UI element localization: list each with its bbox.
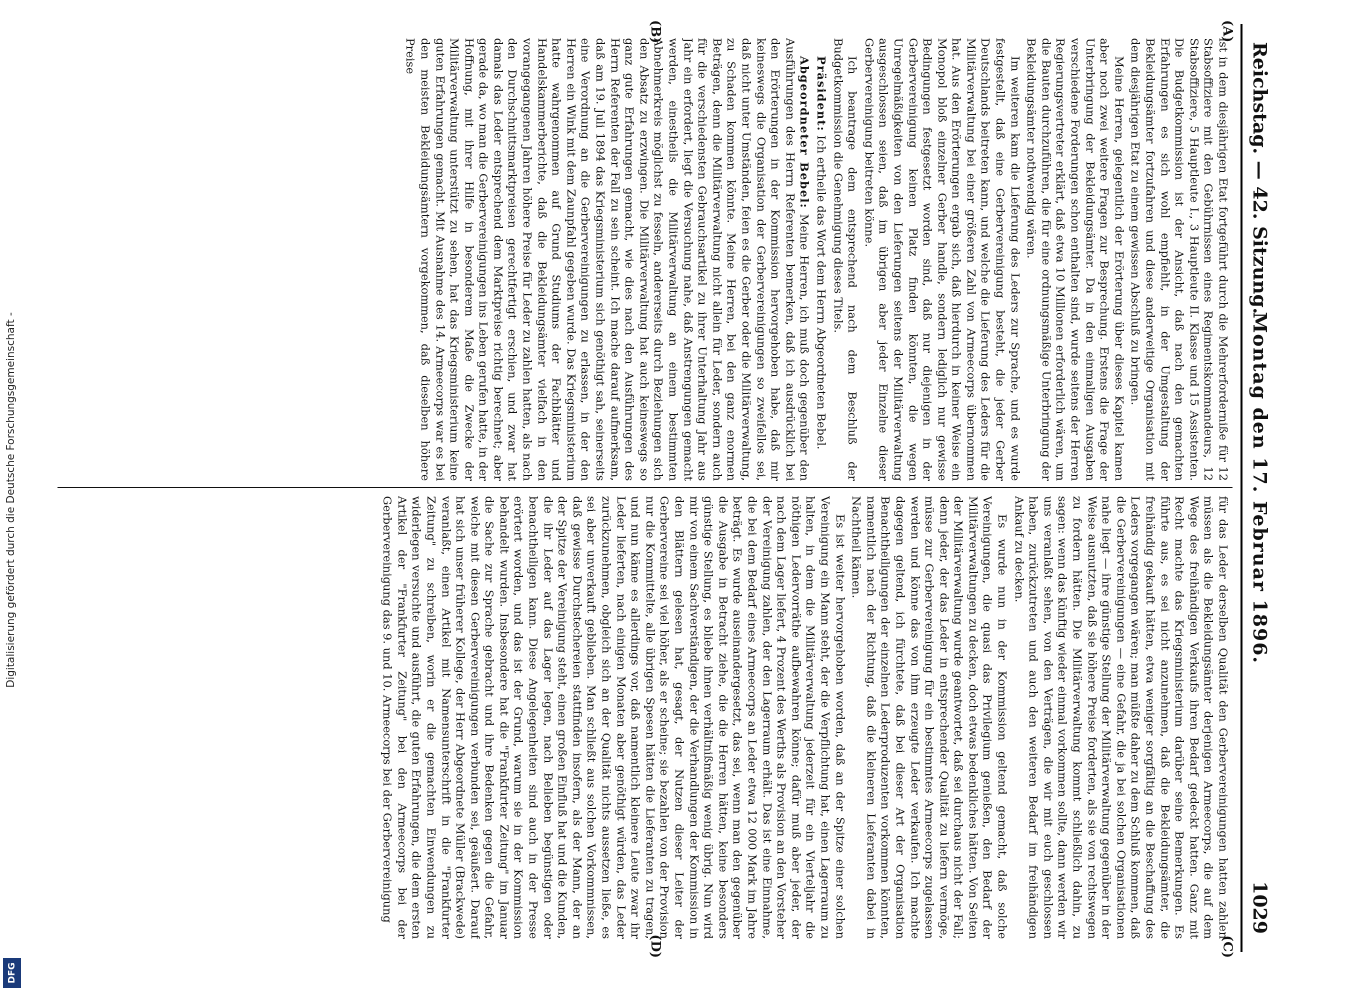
digitization-credit: Digitalisierung gefördert durch die Deutsche Forschungsgemeinschaft -: [5, 312, 17, 688]
right-column: [59, 496, 1230, 939]
left-column: [59, 38, 1230, 481]
page-content: [49, 20, 1282, 958]
digitization-credit-strip: [0, 0, 22, 1000]
speech-president: [813, 38, 828, 481]
paragraph: Es wurde nun in der Kommission geltend gemacht, daß solche Vereinigungen, die quasi das Privilegium genießen, den Bedarf der Militärverwaltungen zu decken, doch etwas bedenkliches hätten. Von Seiten der Militärverwaltung wurde geantwortet, daß sei durchaus nicht der Fall; denn jeder, der das Leder in entsprechender Qualität zu liefern vermöge, müsse zur Gerbervereinigung für ein bestimmtes Armeecorps zugelassen werden und könne das von ihm erzeugte Leder verkaufen. Ich machte dagegen geltend, ich fürchtete, daß bei dieser Art der Organisation Benachtheiligungen der einzelnen Lederproduzenten vorkommen könnten, namentlich nach der Richtung, daß die kleineren Lieferanten dabei in Nachtheil kämen.: [849, 496, 1010, 939]
speech-text: Meine Herren, ich muß doch gegenüber den Ausführungen des Herrn Referenten bemerken, daß ich ausdrücklich bei den Erörterungen in der Kommission hervorgehoben habe, daß mir keineswegs die Organisation der Gerbervereinigungen so zweifellos sei, daß nicht unter Umständen, feien es die Gerber oder die Militärverwaltung, zu Schaden kommen könnte. Meine Herren, bei den ganz enormen Beträgen, denn die Militärverwaltung nicht allein für Leder, sondern auch für die verschiedensten Gebrauchsartikel zu ihrer Unterhaltung Jahr aus Jahr ein erfordert, liegt die Versuchung nahe, daß Anstrengungen gemacht werden, einestheils die Militärverwaltung an einem bestimmten Abnehmerkreis möglichst zu fesseln, andererseits durch Beziehungen sich den Absatz zu erzwingen. Die Militärverwaltung hat auch keineswegs so ganz gute Erfahrungen gemacht, wie dies nach den Ausführungen des Herrn Referenten der Fall zu sein scheint. Ich mache darauf aufmerksam, daß am 19. Juli 1894 das Kriegsministerium sich genöthigt sah, seinerseits eine Verordnung an die Gerbervereinigungen zu erlassen, in der den Herren ein Wink mit dem Zaunpfahl gegeben wurde. Das Kriegsministerium hatte wahrgenommen auf Grund Studiums der Fachblätter und Handelskammerberichte, daß die Bekleidungsämter vielfach in den vorangegangenen Jahren höhere Preise für Leder zu zahlen hatten, als nach den Durchschnittsmarktpreisen gerechtfertigt erschien, und zwar hat damals das Leder entsprechend dem Marktpreise richtig berechnet; aber gerade da, wo man die Gerbervereinigungen ins Leben gerufen hatte, in der Hoffnung, mit ihrer Hilfe in besonderem Maße die Zwecke der Militärverwaltung unterstützt zu sehen, hat das Kriegsministerium keine guten Erfahrungen gemacht. Mit Ausnahme des 14. Armeecorps war es bei den meisten Bekleidungsämtern vorgekommen, daß dieselben höhere Preise: [403, 38, 812, 481]
margin-marker-d: (D): [647, 934, 662, 958]
dfg-logo: DFG: [3, 958, 21, 988]
header-session: Reichstag. — 42. Sitzung.: [1248, 42, 1270, 315]
margin-marker-a: (A): [1219, 20, 1234, 43]
speech-text: Ich ertheile das Wort dem Herrn Abgeordneten Bebel.: [813, 135, 828, 450]
speaker-label: Präsident:: [813, 56, 828, 132]
paragraph: ist in dem diesjährigen Etat fortgeführt durch die Mehrerforderniße für 12 Stabsoffiziere mit den Gebührnissen eines Regimentskommandeurs, 12 Stabsoffiziere, 5 Hauptleute I., 3 Hauptleute II. Klasse und 15 Assistenten. Die Budgetkommission ist der Ansicht, daß nach den gemachten Erfahrungen es sich wohl empfiehlt, in der Umgestaltung der Bekleidungsämter fortzufahren und diese anderweitige Organisation mit dem diesjährigen Etat zu einem gewissen Abschluß zu bringen.: [1128, 38, 1230, 481]
paragraph: Es ist weiter hervorgehoben worden, daß an der Spitze einer solchen Vereinigung ein Mann steht, der die Verpflichtung hat, einen Lagerraum zu halten, in dem die Militärverwaltung jederzeit für ein Vierteljahr die nöthigen Ledervorräthe aufbewahren könne; dafür muß aber jeder, der nach dem Lager liefert, 4 Prozent des Werths als Provision an den Vorsteher der Vereinigung zahlen, der den Lagerraum erhält. Das ist eine Einnahme, die bei dem Bedarf eines Armeecorps an Leder etwa 12 000 Mark im Jahre beträgt. Es wurde auseinandergesetzt, das sei, wenn man den gegenüber die Ausgabe in Betracht ziehe, die die Herren hätten, keine besonders günstige Stellung, es bliebe ihnen verhältnißmäßig wenig übrig. Nun wird mir von einem Sachverständigen, der die Verhandlungen der Kommission in den Blättern gelesen hat, gesagt, der Nutzen dieser Leiter der Gerbervereine sei viel höher, als er scheine; sie bezahlen von der Provision nur die Kommittelte, alle übrigen Spesen hätten die Lieferanten zu tragen, und nun käme es allerdings vor, daß namentlich kleinere Leute zwar ihr Leder lieferten, nach einigen Monaten aber genöthigt würden, das Leder zurückzunehmen, obgleich sich an der Qualität nichts aussetzen ließe, es sei aber unverkauft geblieben. Man schließt aus solchen Vorkommnissen, daß gewisse Durchstechereien stattfinden insofern, als der Mann, der an der Spitze der Vereinigung steht, einen großen Einfluß hat und die Kunden, die ihr Leder auf das Lager legen, nach Belieben begünstigen oder benachtheiligen kann. Diese Angelegenheiten sind auch in der Presse erörtert worden, und das ist der Grund, warum sie in der Kommission behandelt wurden. Insbesondere hat die "Frankfurter Zeitung" im Januar die Sache zur Sprache gebracht und ihre Bedenken gegen die Gefahr, welche mit diesen Gerbervereinigungen verbunden sei, geäußert. Darauf hat sich unser früherer Kollege, der Herr Abgeordnete Müller (Brackwede) veranlaßt, einen Artikel mit Namensunterschrift in die "Frankfurter Zeitung" zu schreiben, worin er die gemachten Einwendungen zu widerlegen versuchte und ausführt, die guten Erfahrungen, die dem ersten Artikel der "Frankfurter Zeitung" bei den Armeecorps bei der Gerbervereinigung das 9. und 10. Armeecorps bei der Gerbervereinigung: [380, 496, 847, 939]
paragraph: Ich beantrage dem entsprechend nach dem Beschluß der Budgetkommission die Genehmigung dieses Titels.: [830, 38, 860, 481]
header-rule: [1240, 24, 1242, 952]
paragraph: Im weiteren kam die Lieferung des Leders zur Sprache, und es wurde festgestellt, daß eine Gerbervereinigung besteht, die jeder Gerber Deutschlands beitreten kann, und welche die Lieferung des Leders für die Militärverwaltung bei einer größeren Zahl von Armeecorps übernommen hat. Aus den Erörterungen ergab sich, daß hierdurch in keiner Weise ein Monopol bloß einzelner Gerber handle, sondern lediglich nur gewisse Bedingungen festgesetzt worden sind, daß nur diejenigen in der Gerbervereinigung keinen Platz finden könnten, die wegen Unregelmäßigkeiten von den Lieferungen seitens der Militärverwaltung ausgeschlossen seien, daß im übrigen aber jeder Einzelne dieser Gerbervereinigung beitreten könne.: [861, 38, 1022, 481]
paragraph: für das Leder derselben Qualität den Gerbervereinigungen hatten zahlen müssen als die Bekleidungsämter derjenigen Armeecorps, die auf dem Wege des freihändigen Verkaufs ihren Bedarf gedeckt hatten. Ganz mit Recht machte das Kriegsministerium darüber seine Bemerkungen. Es führte aus, es sei nicht anzunehmen, daß die Bekleidungsämter, die freihändig gekauft hätten, etwa weniger sorgfältig an die Beschaffung des Leders vorgegangen wären; man müßte daher zu dem Schluß kommen, daß die Gerbervereinigungen — eine Gefahr, die ja bei solchen Organisationen nahe liegt — ihre günstige Stellung der Militärverwaltung gegenüber in der Weise ausnutzten, daß sie höhere Preise forderten, als sie von rechtswegen zu fordern hätten. Die Militärverwaltung kommt schließlich dahin, zu sagen: wenn das künftig wieder einmal vorkommen sollte, dann werden wir uns veranlaßt sehen, von den Verträgen, die wir mit euch geschlossen haben, zurückzutreten und auch den weiteren Bedarf im freihändigen Ankauf zu decken.: [1011, 496, 1230, 939]
page-header: [1246, 42, 1274, 934]
margin-marker-c: (C): [1219, 935, 1234, 958]
speaker-label: Abgeordneter Bebel:: [797, 56, 812, 209]
margin-marker-b: (B): [647, 20, 662, 44]
scanned-page: [48, 20, 1283, 958]
page-number: 1029: [1248, 881, 1270, 934]
speech-bebel: [403, 38, 812, 481]
column-divider: [57, 487, 1232, 488]
paragraph: Meine Herren, gelegentlich der Erörterung über dieses Kapitel kamen aber noch zwei weitere Fragen zur Besprechung. Erstens die Frage der Unterbringung der Bekleidungsämter. Da in den einmaligen Ausgaben verschiedene Forderungen schon enthalten sind, wurde seitens der Herren Regierungsvertreter erklärt, daß etwa 10 Millionen erforderlich wären, um die Bauten durchzuführen, die für eine ordnungsmäßige Unterbringung der Bekleidungsämter nothwendig wären.: [1024, 38, 1126, 481]
header-date: Montag den 17. Februar 1896.: [1248, 311, 1270, 665]
